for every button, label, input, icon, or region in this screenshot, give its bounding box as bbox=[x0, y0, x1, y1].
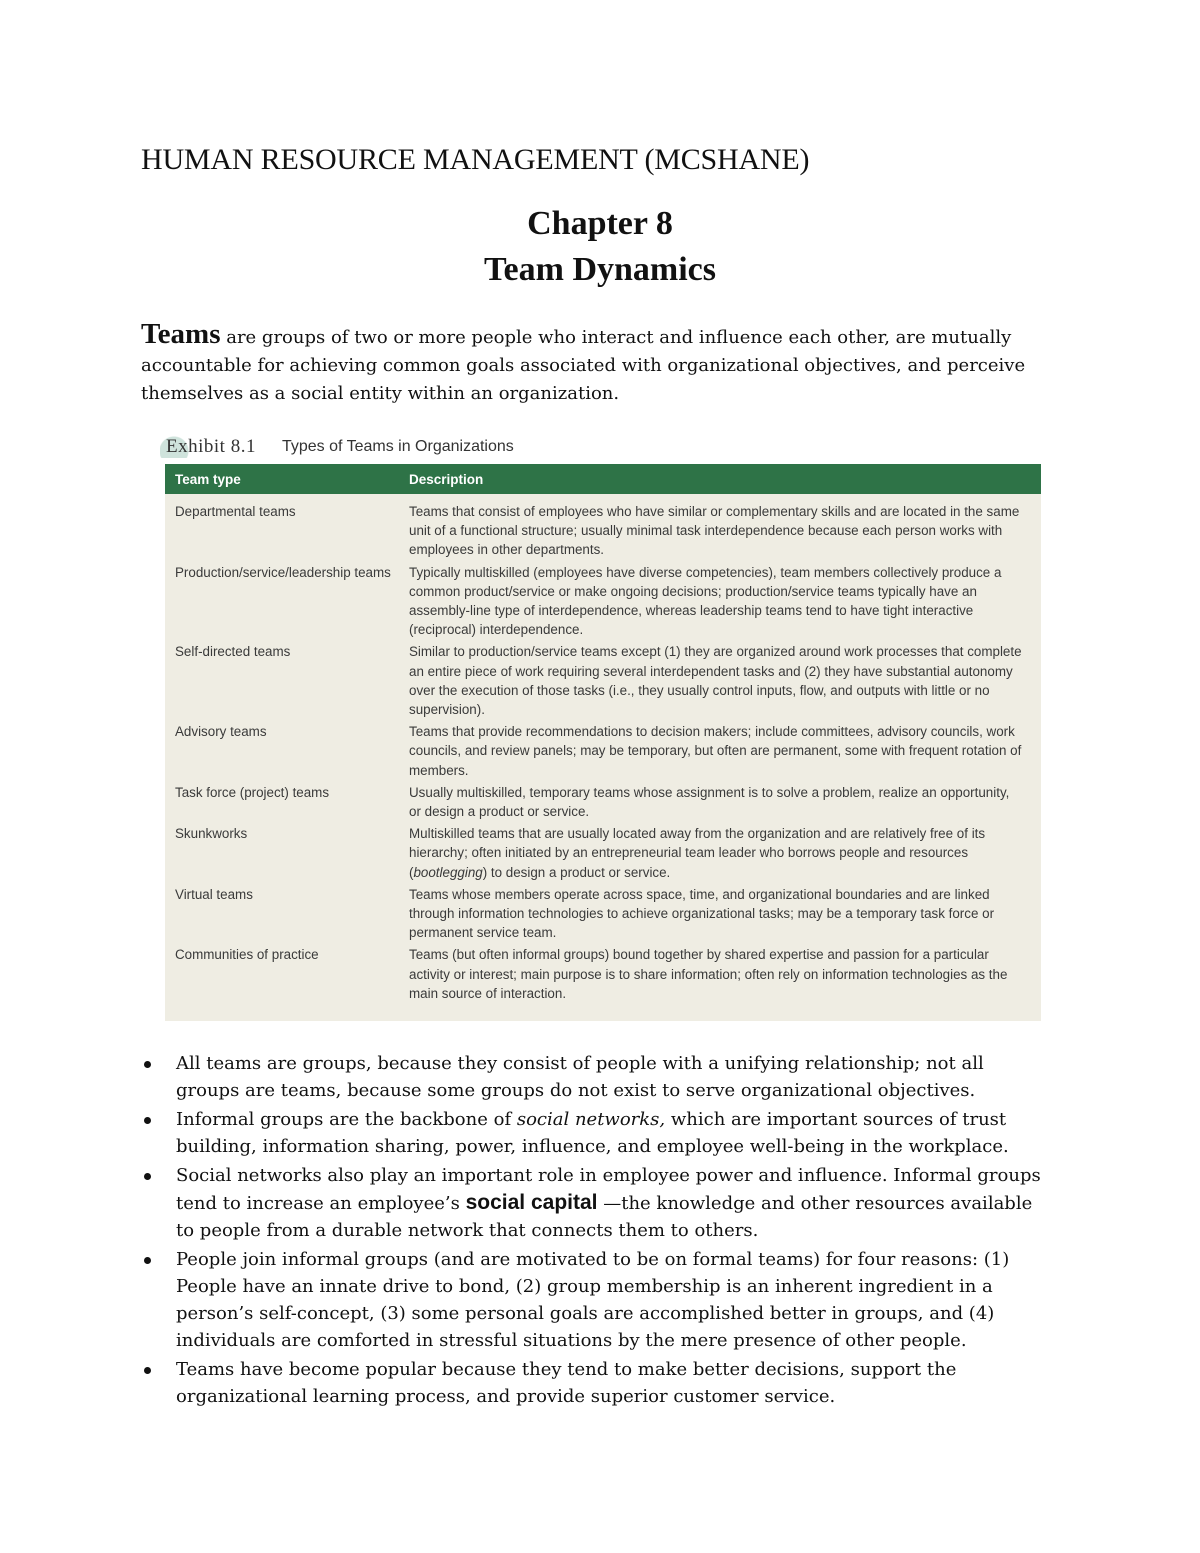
column-header-team-type: Team type bbox=[165, 464, 395, 494]
list-item-text: —the knowledge and other resources available to people from a durable network that connects them to others. bbox=[176, 1193, 1033, 1241]
team-type-cell: Task force (project) teams bbox=[175, 784, 330, 800]
table-row bbox=[165, 494, 1041, 563]
description-text: Multiskilled teams that are usually located away from the organization and are relatively free of its hierarchy; often initiated by an entrepreneurial team leader who borrows people and resources ( bbox=[409, 826, 986, 880]
list-item-text: Teams have become popular because they tend to make better decisions, support the organizational learning process, and provide superior customer service. bbox=[176, 1359, 957, 1407]
table-row bbox=[165, 722, 1041, 783]
description-cell: Usually multiskilled, temporary teams whose assignment is to solve a problem, realize an opportunity, or design a product or service. bbox=[409, 784, 1010, 820]
list-item bbox=[141, 1356, 1051, 1410]
chapter-label: Chapter 8 bbox=[527, 205, 673, 242]
team-type-cell: Departmental teams bbox=[175, 504, 296, 519]
team-type-cell: Self-directed teams bbox=[175, 644, 291, 660]
team-type-cell: Advisory teams bbox=[175, 724, 267, 740]
exhibit-heading bbox=[160, 432, 514, 462]
list-item-text: which are important sources of trust building, information sharing, power, influence, and employee well-being in the workplace. bbox=[176, 1109, 1009, 1157]
table-row bbox=[165, 945, 1041, 1021]
list-item-text: People join informal groups (and are motivated to be on formal teams) for four reasons: (1) People have an innate drive to bond, (2) group membership is an inherent ingredient in a person’s self-concept, (3) some personal goals are accomplished better in groups, and (4) individuals are comforted in stressful situations by the mere presence of other people. bbox=[176, 1249, 1010, 1351]
team-type-cell: Communities of practice bbox=[175, 947, 319, 963]
column-header-description: Description bbox=[395, 464, 1041, 494]
list-item-text: All teams are groups, because they consist of people with a unifying relationship; not all groups are teams, because some groups do not exist to serve organizational objectives. bbox=[176, 1053, 984, 1101]
description-cell: Teams whose members operate across space, time, and organizational boundaries and are linked through information technologies to achieve organizational tasks; may be a temporary task force or permanent service team. bbox=[409, 886, 995, 941]
exhibit-label: Exhibit 8.1 bbox=[160, 436, 256, 458]
definition-text: are groups of two or more people who interact and influence each other, are mutually accountable for achieving common goals associated with organizational objectives, and perceive themselves as a social entity within an organization. bbox=[141, 327, 1026, 404]
description-cell: Teams (but often informal groups) bound together by shared expertise and passion for a particular activity or interest; main purpose is to share information; often rely on information technologies as the main source of interaction. bbox=[409, 947, 1008, 1001]
description-cell: Typically multiskilled (employees have diverse competencies), team members collectively produce a common product/service or make ongoing decisions; production/service teams typically have an assembly-line type of interdependence, whereas leadership teams tend to have tight interactive (reciprocal) interdependence. bbox=[409, 564, 1002, 638]
team-type-cell: Virtual teams bbox=[175, 886, 253, 902]
teams-definition bbox=[141, 320, 1061, 408]
list-item bbox=[141, 1106, 1051, 1160]
list-item-text: Social networks also play an important role in employee power and influence. Informal groups tend to increase an employee’s bbox=[176, 1165, 1041, 1214]
list-item bbox=[141, 1162, 1051, 1244]
description-cell: Teams that provide recommendations to decision makers; include committees, advisory councils, work councils, and review panels; may be temporary, but often are permanent, some with frequent rotation of members. bbox=[409, 724, 1022, 778]
list-item bbox=[141, 1246, 1051, 1354]
course-title: HUMAN RESOURCE MANAGEMENT (MCSHANE) bbox=[141, 143, 810, 176]
description-text: ) to design a product or service. bbox=[482, 864, 671, 880]
bullet-icon bbox=[144, 1173, 151, 1180]
bootlegging-emphasis: bootlegging bbox=[413, 864, 483, 880]
key-points-list bbox=[141, 1050, 1051, 1412]
bullet-icon bbox=[144, 1367, 151, 1374]
list-item-text: Informal groups are the backbone of bbox=[176, 1109, 517, 1130]
table-row bbox=[165, 824, 1041, 885]
table-row bbox=[165, 783, 1041, 824]
bullet-icon bbox=[144, 1257, 151, 1264]
table-row bbox=[165, 642, 1041, 722]
bullet-icon bbox=[144, 1061, 151, 1068]
social-capital-term: social capital bbox=[465, 1191, 598, 1214]
description-cell: Teams that consist of employees who have similar or complementary skills and are located in the same unit of a functional structure; usually minimal task interdependence because each person works with employees in other departments. bbox=[409, 504, 1020, 558]
team-type-cell: Skunkworks bbox=[175, 826, 248, 842]
social-networks-emphasis: social networks, bbox=[516, 1109, 666, 1130]
table-header-row bbox=[165, 464, 1041, 494]
table-row bbox=[165, 563, 1041, 643]
bullet-icon bbox=[144, 1117, 151, 1124]
team-type-cell: Production/service/leadership teams bbox=[175, 564, 391, 580]
description-cell bbox=[395, 824, 1041, 885]
description-cell: Similar to production/service teams except (1) they are organized around work processes that complete an entire piece of work requiring several interdependent tasks and (2) they have substantial autonomy over the execution of those tasks (i.e., they usually control inputs, flow, and outputs with little or no supervision). bbox=[409, 644, 1022, 718]
chapter-title: Team Dynamics bbox=[483, 251, 717, 288]
team-types-table bbox=[165, 464, 1041, 1021]
definition-term: Teams bbox=[141, 318, 221, 350]
exhibit-title: Types of Teams in Organizations bbox=[281, 438, 514, 455]
table-row bbox=[165, 885, 1041, 946]
list-item bbox=[141, 1050, 1051, 1104]
